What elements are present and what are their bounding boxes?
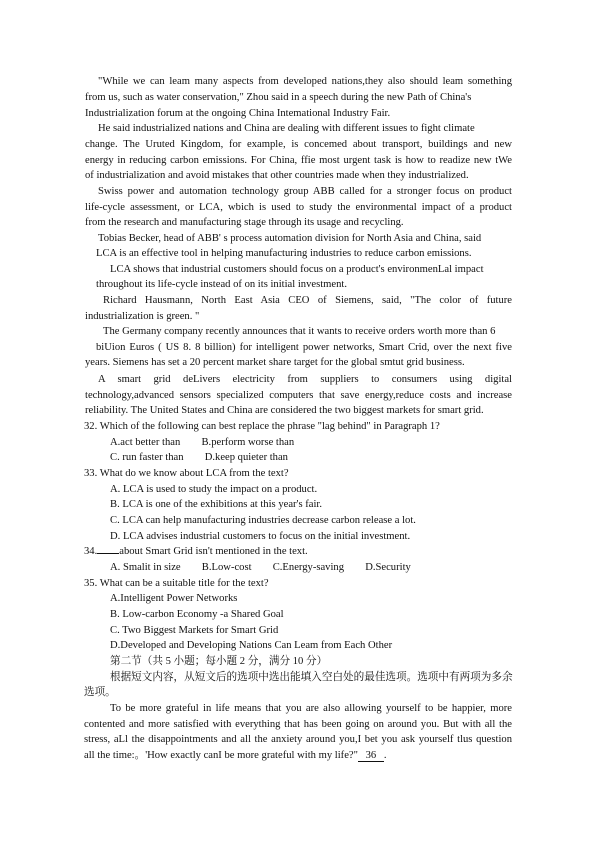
paragraph-line: from us, such as water conservation," Zhou said in a speech during the new Path of China's <box>85 92 472 103</box>
question-33: 33. What do we know about LCA from the text? <box>84 468 289 479</box>
paragraph-line: contented and more satisfied with everything that has been going on around you. But with all the <box>84 719 512 730</box>
question-35-option-d: D.Developed and Developing Nations Can Leam from Each Other <box>110 640 393 651</box>
paragraph-line: change. The Uruted Kingdom, for example, is concemed about transport, buildings and new <box>85 139 512 150</box>
question-33-option-c: C. LCA can help manufacturing industries decrease carbon release a lot. <box>110 515 416 526</box>
paragraph-line-text: all the time:。'How exactly canI be more grateful with my life?" <box>84 750 358 761</box>
paragraph-line: A smart grid deLivers electricity from suppliers to consumers using digital <box>98 374 512 385</box>
paragraph-line: Swiss power and automation technology group ABB called for a stronger focus on product <box>98 186 512 197</box>
blank-36[interactable]: 36 <box>358 750 384 762</box>
paragraph-line: of industrialization and avoid mistakes that other countries made when they industrialized. <box>85 170 469 181</box>
question-35-option-c: C. Two Biggest Markets for Smart Grid <box>110 625 279 636</box>
question-35-option-a: A.Intelligent Power Networks <box>110 593 238 604</box>
paragraph-line: reliability. The United States and China are considered the two biggest markets for smart grid. <box>85 405 484 416</box>
paragraph-line: biUion Euros ( US 8. 8 billion) for intelligent power networks, Smart Crid, over the next five <box>96 342 512 353</box>
question-33-option-b: B. LCA is one of the exhibitions at this year's fair. <box>110 499 322 510</box>
paragraph-line: from the research and manufacturing stage through its usage and recycling. <box>85 217 404 228</box>
question-35-option-b: B. Low-carbon Economy -a Shared Goal <box>110 609 284 620</box>
paragraph-line: To be more grateful in life means that you are also allowing yourself to be happier, more <box>110 703 512 714</box>
section-instructions-cont: 选项。 <box>84 687 116 698</box>
question-33-option-d: D. LCA advises industrial customers to focus on the initial investment. <box>110 531 411 542</box>
paragraph-line-end: . <box>383 750 387 761</box>
section-instructions: 根据短文内容，从短文后的选项中选出能填入空白处的最佳选项。选项中有两项为多余 <box>110 672 513 683</box>
paragraph-line: Industrialization forum at the ongoing China Intemational Industry Fair. <box>85 108 391 119</box>
paragraph-line: technology,advanced sensors specialized computers that save energy,reduce costs and increase <box>85 390 512 401</box>
paragraph-line: "While we can leam many aspects from developed nations,they also should leam something <box>98 76 512 87</box>
paragraph-line: industrialization is green. " <box>85 311 200 322</box>
paragraph-line: years. Siemens has set a 20 percent market share target for the global smtut grid business. <box>85 357 465 368</box>
question-32: 32. Which of the following can best replace the phrase "lag behind" in Paragraph 1? <box>84 421 440 432</box>
question-32-options-cd: C. run faster than D.keep quieter than <box>110 452 288 463</box>
section-title: 第二节（共 5 小题；每小题 2 分，满分 10 分） <box>110 656 328 667</box>
paragraph-last-line <box>84 749 511 763</box>
question-34-blank <box>97 553 119 554</box>
paragraph-line: He said industrialized nations and China are dealing with different issues to fight climate <box>98 123 475 134</box>
paragraph-line: throughout its life-cycle instead of on its initial investment. <box>96 279 347 290</box>
paragraph-line: stress, aLl the disappointments and all the anxiety around you,I bet you ask yourself tlus question <box>84 734 512 745</box>
paragraph-line: life-cycle assessment, or LCA, wbich is used to study the environmental impact of a product <box>85 202 512 213</box>
paragraph-line: Tobias Becker, head of ABB' s process automation division for North Asia and China, said <box>98 233 482 244</box>
paragraph-line: The Germany company recently announces that it wants to receive orders worth more than 6 <box>103 326 496 337</box>
paragraph-line: energy in reducing carbon emissions. For China, ffie most urgent task is how to readize new tWe <box>85 155 512 166</box>
question-34-options: A. Smalit in size B.Low-cost C.Energy-saving D.Security <box>110 562 411 573</box>
paragraph-line: Richard Hausmann, North East Asia CEO of Siemens, said, "The color of future <box>103 295 512 306</box>
question-32-options-ab: A.act better than B.perform worse than <box>110 437 295 448</box>
question-34 <box>84 545 511 559</box>
question-33-option-a: A. LCA is used to study the impact on a product. <box>110 484 318 495</box>
paragraph-line: LCA shows that industrial customers should focus on a product's environmenLal impact <box>110 264 484 275</box>
question-35: 35. What can be a suitable title for the text? <box>84 578 269 589</box>
paragraph-line: LCA is an effective tool in helping manufacturing industries to reduce carbon emissions. <box>96 248 472 259</box>
question-34-number: 34. <box>84 546 98 557</box>
question-34-text: about Smart Grid isn't mentioned in the text. <box>119 546 308 557</box>
